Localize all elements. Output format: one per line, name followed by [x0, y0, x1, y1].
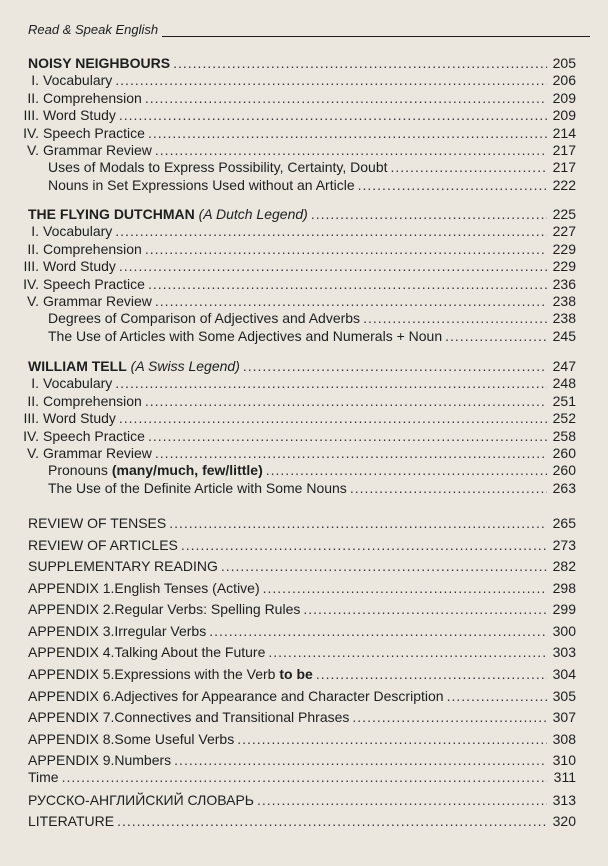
- entry-title: Adjectives for Appearance and Character Description: [114, 688, 444, 704]
- page-number: 260: [552, 445, 576, 461]
- entry-label: LITERATURE: [28, 813, 115, 829]
- entry-text: [28, 752, 171, 769]
- dot-leader: [181, 537, 547, 554]
- entry-title: Some Useful Verbs: [114, 731, 235, 747]
- page-number: 217: [552, 142, 576, 158]
- entry-text: [28, 558, 218, 575]
- roman-numeral: V.: [27, 445, 39, 461]
- dot-leader: [358, 177, 547, 194]
- back-matter-entry[interactable]: [28, 666, 576, 683]
- dot-leader: [62, 769, 547, 786]
- entry-text: [28, 293, 152, 310]
- entry-label: APPENDIX 4.: [28, 644, 115, 660]
- dot-leader: [391, 159, 548, 176]
- dot-leader: [266, 462, 547, 479]
- entry-text: [23, 275, 145, 293]
- entry-title: Nouns in Set Expressions Used without an Article: [48, 176, 355, 193]
- dot-leader: [169, 515, 547, 532]
- dot-leader: [363, 310, 547, 327]
- dot-leader: [243, 358, 547, 375]
- entry-title: Pronouns: [48, 462, 108, 479]
- page-number: 248: [552, 375, 576, 392]
- page-number: 236: [552, 275, 576, 292]
- page-number: 304: [552, 666, 576, 682]
- dot-leader: [155, 293, 547, 310]
- back-matter-entry[interactable]: [28, 792, 576, 809]
- page-number: 217: [552, 159, 576, 176]
- entry-title: Regular Verbs: Spelling Rules: [114, 601, 301, 617]
- entry-text: [28, 223, 112, 240]
- entry-title: Vocabulary: [43, 375, 113, 392]
- dot-leader: [173, 55, 547, 72]
- toc-entry[interactable]: [23, 427, 576, 445]
- entry-title: Speech Practice: [43, 124, 145, 141]
- entry-title: The Use of Articles with Some Adjectives and Numerals + Noun: [48, 327, 443, 344]
- toc-entry[interactable]: [28, 328, 576, 345]
- dot-leader: [119, 410, 547, 427]
- dot-leader: [145, 241, 547, 258]
- entry-title: Irregular Verbs: [114, 623, 207, 639]
- entry-title: Time: [28, 769, 59, 785]
- entry-label: APPENDIX 9.: [28, 752, 115, 768]
- entry-text: [28, 792, 254, 809]
- page-number: 313: [552, 792, 576, 808]
- entry-text: [23, 410, 116, 427]
- page-number: 310: [552, 752, 576, 768]
- page-number: 205: [552, 55, 576, 71]
- page-number: 238: [552, 293, 576, 309]
- entry-text: [28, 445, 152, 462]
- dot-leader: [257, 792, 547, 809]
- section-title-entry[interactable]: [28, 206, 576, 223]
- page-number: 305: [552, 688, 576, 704]
- entry-text: [28, 515, 166, 532]
- page-number: 299: [552, 601, 576, 617]
- entry-label: SUPPLEMENTARY READING: [28, 558, 218, 574]
- entry-label: APPENDIX 3.: [28, 623, 115, 639]
- entry-text: [28, 206, 308, 223]
- roman-numeral: I.: [31, 223, 39, 240]
- entry-title: Comprehension: [43, 89, 142, 106]
- entry-label: APPENDIX 1.: [28, 580, 115, 596]
- entry-text: [28, 241, 142, 258]
- entry-text: [28, 159, 388, 176]
- toc-entry[interactable]: [23, 258, 576, 275]
- entry-title: Speech Practice: [43, 275, 145, 292]
- page-number: 229: [552, 240, 576, 257]
- roman-numeral: IV.: [23, 275, 39, 292]
- back-matter-entry[interactable]: [28, 580, 576, 597]
- entry-text: [28, 731, 234, 748]
- toc-entry[interactable]: [28, 310, 576, 327]
- section-title: NOISY NEIGHBOURS: [28, 55, 171, 71]
- entry-text: [28, 72, 112, 89]
- entry-text: [28, 666, 313, 683]
- dot-leader: [350, 480, 547, 497]
- roman-numeral: III.: [23, 107, 39, 124]
- page-number: 252: [552, 410, 576, 427]
- entry-text: [23, 107, 116, 124]
- roman-numeral: III.: [23, 258, 39, 275]
- entry-title: The Use of the Definite Article with Some Nouns: [48, 479, 347, 496]
- page-number: 303: [552, 644, 576, 660]
- dot-leader: [263, 580, 547, 597]
- entry-label: APPENDIX 6.: [28, 688, 115, 704]
- roman-numeral: I.: [31, 375, 39, 392]
- header-rule: [162, 36, 590, 37]
- page-number: 225: [552, 206, 576, 222]
- entry-text: [23, 124, 145, 142]
- dot-leader: [155, 445, 547, 462]
- page-number: 206: [552, 72, 576, 89]
- toc-entry[interactable]: [28, 480, 576, 497]
- toc-entry[interactable]: [28, 72, 576, 89]
- entry-title: Talking About the Future: [114, 644, 266, 660]
- dot-leader: [115, 72, 547, 89]
- entry-text: [28, 328, 442, 345]
- dot-leader: [117, 813, 547, 830]
- page-number: 307: [552, 709, 576, 725]
- entry-title: Comprehension: [43, 392, 142, 409]
- entry-label: REVIEW OF ARTICLES: [28, 537, 178, 553]
- entry-bold-term: (many/much, few/little): [107, 462, 263, 479]
- toc-entry[interactable]: [28, 177, 576, 194]
- entry-title: Word Study: [43, 107, 116, 124]
- entry-text: [28, 644, 265, 661]
- page-number: 298: [552, 580, 576, 596]
- page-number: 238: [552, 310, 576, 327]
- entry-text: [28, 358, 240, 375]
- page-number: 227: [552, 223, 576, 240]
- back-matter-entry[interactable]: [28, 623, 576, 640]
- entry-title: Grammar Review: [43, 142, 152, 158]
- entry-text: [28, 601, 300, 618]
- dot-leader: [115, 223, 547, 240]
- dot-leader: [148, 276, 547, 293]
- entry-label: APPENDIX 8.: [28, 731, 115, 747]
- entry-title: Degrees of Comparison of Adjectives and Adverbs: [48, 310, 361, 327]
- entry-title: English Tenses (Active): [114, 580, 260, 596]
- entry-text: [28, 55, 170, 72]
- section-title: THE FLYING DUTCHMAN: [28, 206, 195, 222]
- entry-text: [28, 90, 142, 107]
- back-matter-entry[interactable]: [28, 813, 576, 830]
- entry-title: Vocabulary: [43, 223, 113, 240]
- roman-numeral: III.: [23, 410, 39, 427]
- page-number: 251: [552, 392, 576, 409]
- toc-entry[interactable]: [28, 375, 576, 392]
- toc-entry[interactable]: [23, 124, 576, 142]
- entry-title: Expressions with the Verb: [114, 666, 276, 682]
- back-matter-entry[interactable]: [28, 558, 576, 575]
- toc-entry[interactable]: [23, 410, 576, 427]
- page-number: 311: [553, 769, 576, 785]
- dot-leader: [447, 688, 547, 705]
- entry-title: Comprehension: [43, 240, 142, 257]
- page-number: 247: [552, 358, 576, 374]
- entry-text: [28, 462, 263, 479]
- entry-bold-term: to be: [275, 666, 313, 682]
- entry-text: [28, 393, 142, 410]
- toc-entry[interactable]: [23, 107, 576, 124]
- entry-label: APPENDIX 2.: [28, 601, 115, 617]
- entry-text: [28, 709, 349, 726]
- back-matter-entry[interactable]: [28, 731, 576, 748]
- dot-leader: [311, 206, 547, 223]
- entry-text: [28, 480, 347, 497]
- entry-text: [28, 688, 444, 705]
- back-matter-entry[interactable]: [28, 769, 576, 786]
- section-title-entry[interactable]: [28, 55, 576, 72]
- entry-text: [23, 427, 145, 445]
- roman-numeral: II.: [27, 89, 39, 106]
- page-number: 209: [552, 89, 576, 106]
- page-number: 273: [552, 537, 576, 553]
- dot-leader: [445, 328, 547, 345]
- dot-leader: [303, 601, 547, 618]
- entry-title: Word Study: [43, 410, 116, 427]
- back-matter-entry[interactable]: [28, 601, 576, 618]
- entry-label: РУССКО-АНГЛИЙСКИЙ СЛОВАРЬ: [28, 792, 254, 808]
- roman-numeral: IV.: [23, 124, 39, 141]
- entry-title: Grammar Review: [43, 293, 152, 309]
- entry-text: [28, 310, 360, 327]
- page-number: 245: [552, 327, 576, 344]
- entry-title: Speech Practice: [43, 427, 145, 444]
- entry-title: Vocabulary: [43, 72, 113, 89]
- toc-entry[interactable]: [23, 275, 576, 293]
- dot-leader: [155, 142, 547, 159]
- roman-numeral: II.: [27, 392, 39, 409]
- page-number: 300: [552, 623, 576, 639]
- toc-entry[interactable]: [28, 142, 576, 159]
- dot-leader: [145, 90, 547, 107]
- entry-text: [28, 769, 59, 786]
- toc-entry[interactable]: [28, 393, 576, 410]
- roman-numeral: II.: [27, 240, 39, 257]
- dot-leader: [119, 107, 547, 124]
- section-subtitle: (A Dutch Legend): [194, 206, 308, 222]
- page-number: 265: [552, 515, 576, 531]
- entry-label: APPENDIX 5.: [28, 666, 115, 682]
- dot-leader: [316, 666, 547, 683]
- section-subtitle: (A Swiss Legend): [126, 358, 240, 374]
- entry-label: REVIEW OF TENSES: [28, 515, 167, 531]
- entry-text: [28, 623, 206, 640]
- entry-text: [28, 813, 114, 830]
- entry-title: Grammar Review: [43, 445, 152, 461]
- page-number: 214: [552, 124, 576, 141]
- entry-text: [28, 177, 355, 194]
- section-title-entry[interactable]: [28, 358, 576, 375]
- dot-leader: [221, 558, 547, 575]
- page-number: 229: [552, 258, 576, 275]
- dot-leader: [115, 375, 547, 392]
- dot-leader: [174, 752, 547, 769]
- page-number: 320: [552, 813, 576, 829]
- back-matter-entry[interactable]: [28, 537, 576, 554]
- dot-leader: [145, 393, 547, 410]
- entry-text: [23, 258, 116, 275]
- toc-entry[interactable]: [28, 90, 576, 107]
- roman-numeral: IV.: [23, 427, 39, 444]
- toc-entry[interactable]: [28, 462, 576, 479]
- roman-numeral: V.: [27, 293, 39, 309]
- toc-entry[interactable]: [28, 445, 576, 462]
- page-number: 258: [552, 427, 576, 444]
- dot-leader: [268, 644, 547, 661]
- back-matter-entry[interactable]: [28, 752, 576, 769]
- dot-leader: [148, 428, 547, 445]
- entry-text: [28, 537, 178, 554]
- page-number: 282: [552, 558, 576, 574]
- entry-title: Numbers: [114, 752, 172, 768]
- entry-title: Connectives and Transitional Phrases: [114, 709, 350, 725]
- back-matter-entry[interactable]: [28, 644, 576, 661]
- dot-leader: [352, 709, 547, 726]
- roman-numeral: V.: [27, 142, 39, 158]
- dot-leader: [119, 258, 547, 275]
- toc-entry[interactable]: [28, 223, 576, 240]
- toc-entry[interactable]: [28, 241, 576, 258]
- running-header: Read & Speak English: [28, 22, 159, 37]
- entry-title: Uses of Modals to Express Possibility, Certainty, Doubt: [48, 159, 388, 176]
- back-matter-entry[interactable]: [28, 709, 576, 726]
- page-number: 209: [552, 107, 576, 124]
- dot-leader: [148, 125, 547, 142]
- back-matter-entry[interactable]: [28, 515, 576, 532]
- toc-entry[interactable]: [28, 293, 576, 310]
- entry-title: Word Study: [43, 258, 116, 275]
- entry-text: [28, 580, 260, 597]
- page-number: 308: [552, 731, 576, 747]
- back-matter-entry[interactable]: [28, 688, 576, 705]
- dot-leader: [237, 731, 547, 748]
- entry-text: [28, 142, 152, 159]
- page-number: 222: [552, 176, 576, 193]
- entry-label: APPENDIX 7.: [28, 709, 115, 725]
- entry-text: [28, 375, 112, 392]
- page-number: 260: [552, 462, 576, 479]
- roman-numeral: I.: [31, 72, 39, 89]
- toc-entry[interactable]: [28, 159, 576, 176]
- page-number: 263: [552, 479, 576, 496]
- section-title: WILLIAM TELL: [28, 358, 127, 374]
- dot-leader: [209, 623, 547, 640]
